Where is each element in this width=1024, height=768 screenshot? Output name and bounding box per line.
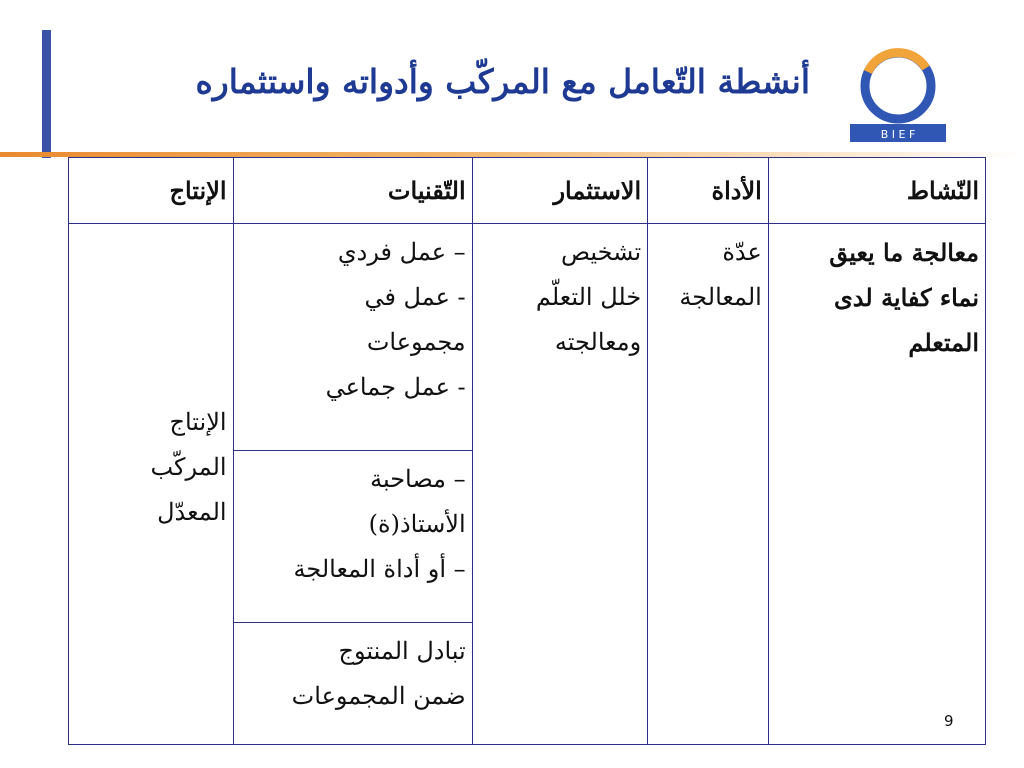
investment-line: خلل التعلّم: [535, 283, 642, 311]
cell-techniques-exchange: [233, 623, 472, 745]
technique-line: ضمن المجموعات: [291, 682, 466, 710]
cell-techniques-teacher: [233, 451, 472, 623]
page-number: 9: [944, 712, 954, 730]
technique-line: – أو أداة المعالجة: [293, 555, 466, 583]
technique-line: مجموعات: [366, 328, 466, 356]
header-investment: الاستثمار: [472, 158, 648, 224]
technique-line: - عمل جماعي: [325, 373, 466, 401]
cell-production: [69, 224, 234, 745]
logo-ring-accent: [868, 53, 926, 72]
header-tool: الأداة: [648, 158, 769, 224]
technique-line: – عمل فردي: [337, 238, 466, 266]
accent-vertical-bar: [42, 30, 51, 158]
technique-line: - عمل في: [364, 283, 466, 311]
header-techniques: التّقنيات: [233, 158, 472, 224]
production-line: المعدّل: [157, 497, 227, 526]
cell-investment: [472, 224, 648, 745]
table-row: [69, 224, 986, 451]
logo-text: B I E F: [880, 128, 916, 141]
activity-line: نماء كفاية لدى: [834, 283, 979, 312]
table-header-row: [69, 158, 986, 224]
cell-tool: [648, 224, 769, 745]
activities-table: [68, 157, 986, 745]
production-line: الإنتاج: [169, 407, 227, 436]
cell-activity: [768, 224, 985, 745]
activity-line: المتعلم: [908, 328, 979, 357]
bief-logo: [848, 36, 948, 148]
header-activity: النّشاط: [768, 158, 985, 224]
production-line: المركّب: [150, 452, 227, 481]
activity-line: معالجة ما يعيق: [829, 238, 979, 267]
slide-title: أنشطة التّعامل مع المركّب وأدواته واستثماره: [195, 62, 810, 101]
cell-techniques-work-modes: [233, 224, 472, 451]
investment-line: ومعالجته: [554, 328, 642, 356]
technique-line: تبادل المنتوج: [338, 637, 466, 665]
tool-line: عدّة: [722, 238, 762, 266]
technique-line: الأستاذ(ة): [368, 510, 466, 538]
technique-line: – مصاحبة: [370, 465, 466, 493]
header-production: الإنتاج: [69, 158, 234, 224]
investment-line: تشخيص: [560, 238, 642, 266]
tool-line: المعالجة: [679, 283, 762, 311]
